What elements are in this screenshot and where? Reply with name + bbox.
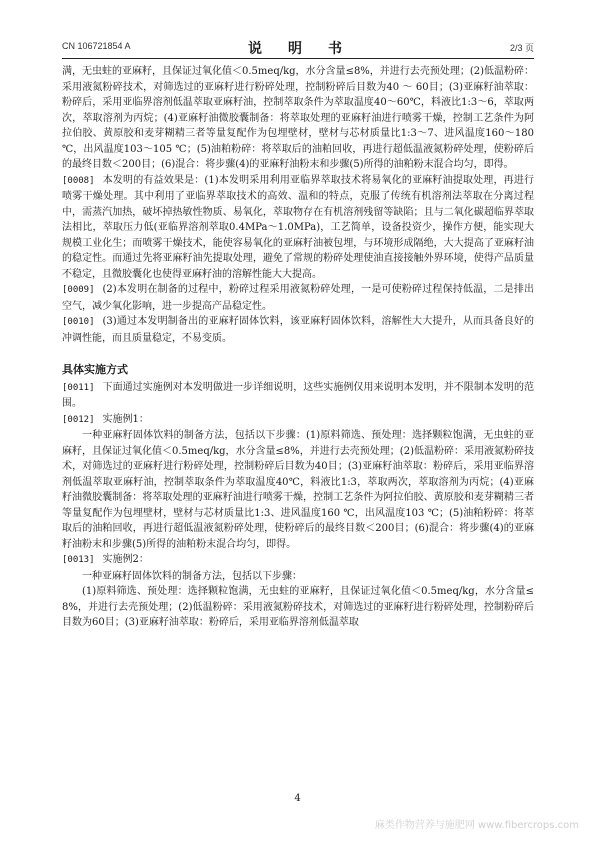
header-rule [62, 58, 534, 59]
example-heading: 实施例1： [102, 413, 149, 425]
example-2-text: (1)原料筛选、预处理：选择颗粒饱满，无虫蛀的亚麻籽，且保证过氧化值＜0.5meq/kg，水分含量≤8%，并进行去壳预处理；(2)低温粉碎：采用液氮粉碎技术，对筛选过的亚麻籽进行粉碎处理，控制粉碎后目数为60目；(3)亚麻籽油萃取：粉碎后，采用亚临界溶剂低温萃取 [62, 586, 534, 628]
paragraph-number: [0013] [62, 555, 95, 565]
example-1-text: 一种亚麻籽固体饮料的制备方法，包括以下步骤：(1)原料筛选、预处理：选择颗粒饱满，无虫蛀的亚麻籽，且保证过氧化值＜0.5meq/kg，水分含量≤8%，并进行去壳预处理；(2)低温粉碎：采用液氮粉碎技术，对筛选过的亚麻籽进行粉碎处理，控制粉碎后目数为40目；(3)亚麻籽油萃取：粉碎后，采用亚临界溶剂低温萃取亚麻籽油，控制萃取条件为萃取温度40℃，料液比1:3，萃取两次，萃取溶剂为丙烷；(4)亚麻籽油微胶囊制备：将萃取处理的亚麻籽油进行喷雾干燥，控制工艺条件为阿拉伯胶、黄原胶和麦芽糊精三者等量复配作为包埋壁材，壁材与芯材质量比1:3、进风温度160 ℃，出风温度103 ℃；(5)油粕粉碎：将萃取后的油粕回收，再进行超低温液氮粉碎处理，使粉碎后的最终目数＜200目；(6)混合：将步骤(4)的亚麻籽油粉末和步骤(5)所得的油粕粉末混合均匀，即得。 [62, 430, 534, 550]
example-heading: 实施例2： [102, 554, 149, 565]
example-2-intro: 一种亚麻籽固体饮料的制备方法，包括以下步骤： [82, 570, 302, 582]
paragraph-0013 [62, 552, 534, 569]
continued-paragraph: 满，无虫蛀的亚麻籽，且保证过氧化值＜0.5meq/kg，水分含量≤8%，并进行去壳预处理；(2)低温粉碎：采用液氮粉碎技术，对筛选过的亚麻籽进行粉碎处理，控制粉碎后目数为40 ～ 60目；(3)亚麻籽油萃取：粉碎后，采用亚临界溶剂低温萃取亚麻籽油，控制萃取条件为萃取温度40～60℃，料液比1:3～6，萃取两次，萃取溶剂为丙烷；(4)亚麻籽油微胶囊制备：将萃取处理的亚麻籽油进行喷雾干燥，控制工艺条件为阿拉伯胶、黄原胶和麦芽糊精三者等量复配作为包埋壁材，壁材与芯材质量比1:3～7、进风温度160～180 ℃，出风温度103～105 ℃；(5)油粕粉碎：将萃取后的油粕回收，再进行超低温液氮粉碎处理，使粉碎后的最终目数＜200目；(6)混合：将步骤(4)的亚麻籽油粉末和步骤(5)所得的油粕粉末混合均匀，即得。 [62, 66, 534, 170]
paragraph-text: (2)本发明在制备的过程中，粉碎过程采用液氮粉碎处理，一是可使粉碎过程保持低温，二是排出空气，减少氧化影响，进一步提高产品稳定性。 [62, 284, 534, 312]
watermark: 麻类作物营养与施肥网 www.fibercrops.com [374, 820, 579, 831]
section-heading: 具体实施方式 [62, 363, 128, 376]
page-ratio: 2/3 页 [509, 43, 534, 53]
page-header [62, 38, 534, 57]
paragraph-0011 [62, 380, 534, 412]
paragraph-0008 [62, 173, 534, 283]
paragraph-0009 [62, 282, 534, 314]
paragraph-text: 下面通过实施例对本发明做进一步详细说明，这些实施例仅用来说明本发明，并不限制本发明的范围。 [62, 381, 534, 409]
paragraph-text: (3)通过本发明制备出的亚麻籽固体饮料，该亚麻籽固体饮料，溶解性大大提升，从而具备良好的冲调性能，而且质量稳定，不易变质。 [62, 316, 534, 344]
page-number: 4 [294, 793, 301, 804]
paragraph-0012 [62, 412, 534, 429]
paragraph-text: 本发明的有益效果是：(1)本发明采用利用亚临界萃取技术将易氧化的亚麻籽油提取处理，再进行喷雾干燥处理。其中利用了亚临界萃取技术的高效、温和的特点，克服了传统有机溶剂法萃取在分离过程中，需蒸汽加热，破坏掉热敏性物质、易氧化，萃取物存在有机溶剂残留等缺陷；且与二氧化碳超临界萃取法相比，萃取压力低(亚临界溶剂萃取0.4MPa～1.0MPa)，工艺简单，设备投资少，操作方便，能实现大规模工业化生；而喷雾干燥技术，能使容易氧化的亚麻籽油被包埋，与环境形成隔绝，大大提高了亚麻籽油的稳定性。而通过先将亚麻籽油先提取处理，避免了常规的粉碎处理使油直接接触外界环境，使得产品质量不稳定，且微胶囊化也使得亚麻籽油的溶解性能大大提高。 [62, 174, 534, 280]
patent-number: CN 106721854 A [62, 41, 131, 51]
document-title: 说 明 书 [248, 41, 348, 57]
paragraph-0010 [62, 314, 534, 346]
paragraph-number: [0012] [62, 414, 95, 425]
paragraph-number: [0011] [62, 382, 95, 393]
paragraph-number: [0010] [62, 317, 95, 327]
paragraph-number: [0009] [62, 285, 95, 295]
document-body [62, 64, 534, 631]
paragraph-number: [0008] [62, 175, 95, 186]
